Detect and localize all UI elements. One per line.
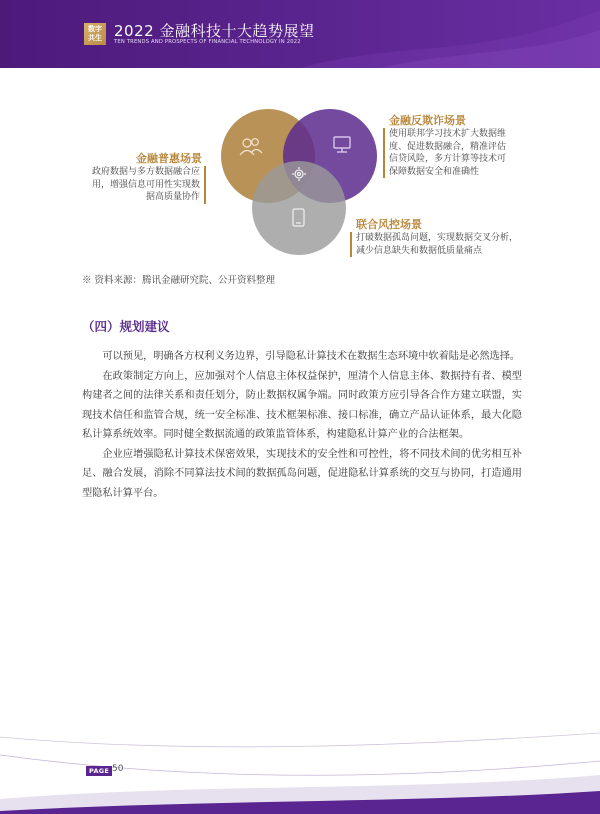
paragraph: 可以预见，明确各方权利义务边界，引导隐私计算技术在数据生态环境中软着陆是必然选择。 bbox=[102, 351, 521, 362]
body-text bbox=[82, 347, 522, 503]
label-inclusive-finance: 金融普惠场景 bbox=[136, 152, 202, 165]
paragraph: 在政策制定方向上，应加强对个人信息主体权益保护，厘清个人信息主体、数据持有者、模型构建者之间的法律关系和责任划分，防止数据权属争端。同时政策方应引导各合作方建立联盟，实现技术信任和监管合规，统一安全标准、技术框架标准、接口标准，确立产品认证体系，最大化隐私计算系统效率。同时健全数据流通的政策监管体系，构建隐私计算产业的合法框架。 bbox=[82, 370, 522, 440]
label-bar bbox=[204, 166, 206, 204]
venn-diagram bbox=[0, 100, 600, 260]
desc-joint-risk: 打破数据孤岛问题，实现数据交叉分析， 减少信息缺失和数据低质量痛点 bbox=[356, 233, 519, 256]
section-title: （四）规划建议 bbox=[82, 319, 170, 334]
header-subtitle: TEN TRENDS AND PROSPECTS OF FINANCIAL TECHNOLOGY IN 2022 bbox=[114, 39, 301, 45]
source-note: ※ 资料来源：腾讯金融研究院、公开资料整理 bbox=[82, 275, 276, 286]
label-bar bbox=[350, 232, 352, 257]
desc-anti-fraud: 使用联邦学习技术扩大数据维 度、促进数据融合，精准评估 信贷风险，多方计算等技术可 保障数据安全和准确性 bbox=[389, 129, 507, 177]
desc-inclusive-finance: 政府数据与多方数据融合应 用，增强信息可用性实现数 据高质量协作 bbox=[91, 167, 200, 202]
page-number: 50 bbox=[112, 764, 124, 774]
footer-decoration bbox=[0, 715, 600, 814]
page-tag: PAGE bbox=[86, 766, 112, 776]
header-title: 2022 金融科技十大趋势展望 bbox=[114, 22, 315, 40]
paragraph: 企业应增强隐私计算技术保密效果，实现技术的安全性和可控性，将不同技术间的优劣相互补足、融合发展，消除不同算法技术间的数据孤岛问题，促进隐私计算系统的交互与协同，打造通用型隐私计算平台。 bbox=[82, 448, 522, 499]
logo: 数字 共生 bbox=[84, 23, 106, 45]
label-bar bbox=[383, 128, 385, 178]
label-anti-fraud: 金融反欺诈场景 bbox=[389, 114, 466, 127]
label-joint-risk: 联合风控场景 bbox=[356, 218, 422, 231]
page-header bbox=[0, 0, 600, 68]
